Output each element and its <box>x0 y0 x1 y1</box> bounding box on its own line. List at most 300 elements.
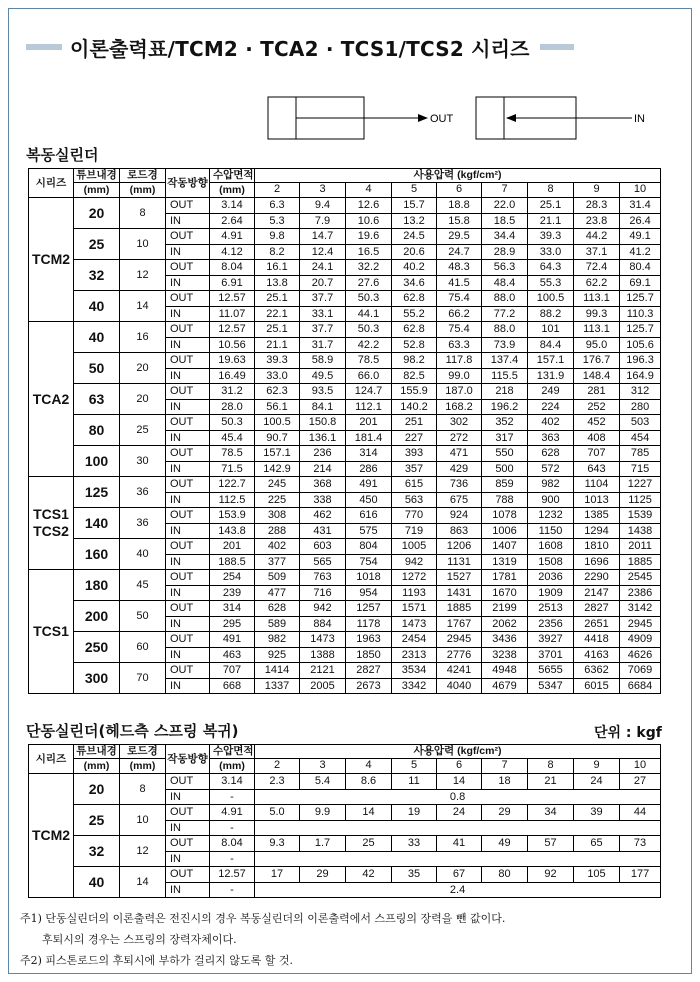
force-value: 788 <box>482 492 528 508</box>
force-value: 157.1 <box>255 446 300 462</box>
force-value: 402 <box>528 415 574 431</box>
header-direction: 작동방향 <box>166 745 210 774</box>
table-row <box>29 508 661 524</box>
force-value: 2776 <box>437 647 482 663</box>
force-value: 88.0 <box>482 291 528 307</box>
title-decoration-right <box>540 44 574 50</box>
force-value: 48.4 <box>482 275 528 291</box>
cylinder-direction-diagram <box>260 96 660 142</box>
force-value: 785 <box>620 446 661 462</box>
table-row <box>29 632 661 648</box>
force-value: 37.7 <box>300 291 346 307</box>
area-cell: 8.04 <box>210 260 255 276</box>
force-value: 1206 <box>437 539 482 555</box>
force-value: 363 <box>528 430 574 446</box>
pressure-header: 8 <box>528 759 574 774</box>
direction-out: OUT <box>166 446 210 462</box>
force-value: 34.4 <box>482 229 528 245</box>
force-value: 155.9 <box>392 384 437 400</box>
force-value: 368 <box>300 477 346 493</box>
rod-cell: 36 <box>120 477 166 508</box>
force-value: 14.7 <box>300 229 346 245</box>
force-value: 272 <box>437 430 482 446</box>
force-value: 286 <box>346 461 392 477</box>
force-value: 6684 <box>620 678 661 694</box>
header-rod-unit: (mm) <box>120 183 166 198</box>
header-pressure: 사용압력 (kgf/cm²) <box>255 745 661 759</box>
area-cell: - <box>210 789 255 805</box>
force-value: 26.4 <box>620 213 661 229</box>
force-value: 1438 <box>620 523 661 539</box>
series-cell: TCS1 TCS2 <box>29 477 74 570</box>
force-value: 1193 <box>392 585 437 601</box>
force-value: 105 <box>574 867 620 883</box>
force-value: 67 <box>437 867 482 883</box>
bore-cell: 25 <box>74 229 120 260</box>
force-value: 2651 <box>574 616 620 632</box>
force-value: 12.4 <box>300 244 346 260</box>
force-value: 4418 <box>574 632 620 648</box>
force-value: 18.5 <box>482 213 528 229</box>
force-value: 884 <box>300 616 346 632</box>
force-value: 2827 <box>574 601 620 617</box>
force-value: 589 <box>255 616 300 632</box>
force-value: 3342 <box>392 678 437 694</box>
force-value: 19 <box>392 805 437 821</box>
force-value: 1385 <box>574 508 620 524</box>
force-value: 8.6 <box>346 774 392 790</box>
force-value: 224 <box>528 399 574 415</box>
area-cell: 112.5 <box>210 492 255 508</box>
force-value: 245 <box>255 477 300 493</box>
force-value: 312 <box>620 384 661 400</box>
area-cell: 50.3 <box>210 415 255 431</box>
force-value: 352 <box>482 415 528 431</box>
force-value: 77.2 <box>482 306 528 322</box>
force-value: 1078 <box>482 508 528 524</box>
force-value: 2062 <box>482 616 528 632</box>
rod-cell: 14 <box>120 291 166 322</box>
force-value: 628 <box>255 601 300 617</box>
direction-in: IN <box>166 337 210 353</box>
rod-cell: 14 <box>120 867 166 898</box>
force-value: 56.1 <box>255 399 300 415</box>
force-value: 2945 <box>437 632 482 648</box>
force-value: 72.4 <box>574 260 620 276</box>
force-value: 88.0 <box>482 322 528 338</box>
force-value: 1431 <box>437 585 482 601</box>
force-value: 1257 <box>346 601 392 617</box>
area-cell: 11.07 <box>210 306 255 322</box>
force-value: 4163 <box>574 647 620 663</box>
area-cell: 707 <box>210 663 255 679</box>
force-value: 754 <box>346 554 392 570</box>
force-value: 101 <box>528 322 574 338</box>
force-value: 6362 <box>574 663 620 679</box>
force-value: 9.9 <box>300 805 346 821</box>
bore-cell: 200 <box>74 601 120 632</box>
force-value: 44 <box>620 805 661 821</box>
force-value: 1508 <box>528 554 574 570</box>
pressure-header: 3 <box>300 183 346 198</box>
force-value: 236 <box>300 446 346 462</box>
force-value: 40.2 <box>392 260 437 276</box>
force-value: 393 <box>392 446 437 462</box>
force-value: 64.3 <box>528 260 574 276</box>
bore-cell: 100 <box>74 446 120 477</box>
table-row <box>29 198 661 214</box>
force-value: 58.9 <box>300 353 346 369</box>
force-value: 2313 <box>392 647 437 663</box>
area-cell: 2.64 <box>210 213 255 229</box>
force-value: 99.0 <box>437 368 482 384</box>
force-value: 41 <box>437 836 482 852</box>
force-value: 1.7 <box>300 836 346 852</box>
force-value: 1407 <box>482 539 528 555</box>
direction-out: OUT <box>166 229 210 245</box>
rod-cell: 60 <box>120 632 166 663</box>
force-value: 21.1 <box>255 337 300 353</box>
area-cell: 12.57 <box>210 291 255 307</box>
force-value: 9.8 <box>255 229 300 245</box>
pressure-header: 9 <box>574 759 620 774</box>
spring-force-value <box>255 851 661 867</box>
force-value: 5.3 <box>255 213 300 229</box>
force-value: 84.4 <box>528 337 574 353</box>
bore-cell: 25 <box>74 805 120 836</box>
table-row <box>29 601 661 617</box>
direction-out: OUT <box>166 353 210 369</box>
table-row <box>29 570 661 586</box>
force-value: 2011 <box>620 539 661 555</box>
force-value: 164.9 <box>620 368 661 384</box>
table-row <box>29 836 661 852</box>
direction-in: IN <box>166 678 210 694</box>
title-row <box>26 30 606 64</box>
force-value: 80 <box>482 867 528 883</box>
pressure-header: 10 <box>620 183 661 198</box>
force-value: 32.2 <box>346 260 392 276</box>
header-pressure: 사용압력 (kgf/cm²) <box>255 169 661 183</box>
force-value: 900 <box>528 492 574 508</box>
bore-cell: 250 <box>74 632 120 663</box>
direction-out: OUT <box>166 570 210 586</box>
force-value: 402 <box>255 539 300 555</box>
bore-cell: 180 <box>74 570 120 601</box>
force-value: 100.5 <box>528 291 574 307</box>
header-bore-unit: (mm) <box>74 183 120 198</box>
bore-cell: 40 <box>74 867 120 898</box>
force-value: 249 <box>528 384 574 400</box>
force-value: 1539 <box>620 508 661 524</box>
out-label: OUT <box>430 113 454 125</box>
force-value: 20.6 <box>392 244 437 260</box>
force-value: 5.4 <box>300 774 346 790</box>
force-value: 2199 <box>482 601 528 617</box>
force-value: 112.1 <box>346 399 392 415</box>
bore-cell: 80 <box>74 415 120 446</box>
area-cell: 295 <box>210 616 255 632</box>
force-value: 80.4 <box>620 260 661 276</box>
force-value: 181.4 <box>346 430 392 446</box>
header-bore: 튜브내경 <box>74 169 120 183</box>
force-value: 1885 <box>620 554 661 570</box>
force-value: 24.7 <box>437 244 482 260</box>
force-value: 452 <box>574 415 620 431</box>
force-value: 13.8 <box>255 275 300 291</box>
bore-cell: 32 <box>74 836 120 867</box>
force-value: 62.8 <box>392 291 437 307</box>
bore-cell: 40 <box>74 291 120 322</box>
force-value: 140.2 <box>392 399 437 415</box>
force-value: 859 <box>482 477 528 493</box>
force-value: 628 <box>528 446 574 462</box>
force-value: 49.1 <box>620 229 661 245</box>
area-cell: 143.8 <box>210 523 255 539</box>
force-value: 88.2 <box>528 306 574 322</box>
area-cell: - <box>210 820 255 836</box>
direction-in: IN <box>166 820 210 836</box>
header-rod: 로드경 <box>120 745 166 759</box>
force-value: 25.1 <box>255 322 300 338</box>
direction-in: IN <box>166 585 210 601</box>
area-cell: 122.7 <box>210 477 255 493</box>
rod-cell: 16 <box>120 322 166 353</box>
force-value: 863 <box>437 523 482 539</box>
note-1-continued: 후퇴시의 경우는 스프링의 장력자체이다. <box>42 933 237 946</box>
area-cell: 491 <box>210 632 255 648</box>
force-value: 338 <box>300 492 346 508</box>
area-cell: 28.0 <box>210 399 255 415</box>
direction-out: OUT <box>166 260 210 276</box>
force-value: 92 <box>528 867 574 883</box>
force-value: 924 <box>437 508 482 524</box>
rod-cell: 10 <box>120 805 166 836</box>
force-value: 2454 <box>392 632 437 648</box>
bore-cell: 50 <box>74 353 120 384</box>
force-value: 503 <box>620 415 661 431</box>
title-decoration-left <box>26 44 62 50</box>
force-value: 27 <box>620 774 661 790</box>
direction-out: OUT <box>166 477 210 493</box>
force-value: 716 <box>300 585 346 601</box>
force-value: 431 <box>300 523 346 539</box>
force-value: 55.3 <box>528 275 574 291</box>
table-row <box>29 477 661 493</box>
force-value: 8.2 <box>255 244 300 260</box>
force-value: 22.1 <box>255 306 300 322</box>
direction-out: OUT <box>166 415 210 431</box>
force-value: 196.3 <box>620 353 661 369</box>
force-value: 15.7 <box>392 198 437 214</box>
bore-cell: 20 <box>74 774 120 805</box>
force-value: 1232 <box>528 508 574 524</box>
table-row <box>29 291 661 307</box>
force-value: 2036 <box>528 570 574 586</box>
table-row <box>29 774 661 790</box>
force-value: 35 <box>392 867 437 883</box>
header-rod: 로드경 <box>120 169 166 183</box>
force-value: 1125 <box>620 492 661 508</box>
area-cell: 254 <box>210 570 255 586</box>
force-value: 1608 <box>528 539 574 555</box>
force-value: 2386 <box>620 585 661 601</box>
direction-out: OUT <box>166 601 210 617</box>
force-value: 2.3 <box>255 774 300 790</box>
force-value: 62.8 <box>392 322 437 338</box>
force-value: 15.8 <box>437 213 482 229</box>
direction-in: IN <box>166 882 210 898</box>
force-value: 37.7 <box>300 322 346 338</box>
page-title: 이론출력표/TCM2 · TCA2 · TCS1/TCS2 시리즈 <box>70 36 530 61</box>
force-value: 281 <box>574 384 620 400</box>
force-value: 763 <box>300 570 346 586</box>
force-value: 137.4 <box>482 353 528 369</box>
force-value: 1571 <box>392 601 437 617</box>
direction-out: OUT <box>166 508 210 524</box>
rod-cell: 20 <box>120 384 166 415</box>
direction-out: OUT <box>166 663 210 679</box>
table-row <box>29 539 661 555</box>
force-value: 1696 <box>574 554 620 570</box>
force-value: 49 <box>482 836 528 852</box>
force-value: 177 <box>620 867 661 883</box>
force-value: 52.8 <box>392 337 437 353</box>
force-value: 707 <box>574 446 620 462</box>
force-value: 1005 <box>392 539 437 555</box>
force-value: 804 <box>346 539 392 555</box>
force-value: 78.5 <box>346 353 392 369</box>
bore-cell: 300 <box>74 663 120 694</box>
force-value: 110.3 <box>620 306 661 322</box>
force-value: 1388 <box>300 647 346 663</box>
pressure-header: 8 <box>528 183 574 198</box>
force-value: 7.9 <box>300 213 346 229</box>
force-value: 1006 <box>482 523 528 539</box>
bore-cell: 63 <box>74 384 120 415</box>
direction-in: IN <box>166 789 210 805</box>
force-value: 719 <box>392 523 437 539</box>
force-value: 1527 <box>437 570 482 586</box>
force-value: 1018 <box>346 570 392 586</box>
in-label: IN <box>634 113 645 125</box>
force-value: 1178 <box>346 616 392 632</box>
table-row <box>29 446 661 462</box>
force-value: 201 <box>346 415 392 431</box>
area-cell: 12.57 <box>210 867 255 883</box>
table-row <box>29 663 661 679</box>
force-value: 302 <box>437 415 482 431</box>
direction-in: IN <box>166 368 210 384</box>
area-cell: 71.5 <box>210 461 255 477</box>
force-value: 377 <box>255 554 300 570</box>
area-cell: - <box>210 882 255 898</box>
force-value: 168.2 <box>437 399 482 415</box>
force-value: 23.8 <box>574 213 620 229</box>
force-value: 136.1 <box>300 430 346 446</box>
double-acting-title: 복동실린더 <box>26 146 99 164</box>
force-value: 572 <box>528 461 574 477</box>
force-value: 11 <box>392 774 437 790</box>
force-value: 41.2 <box>620 244 661 260</box>
force-value: 29 <box>300 867 346 883</box>
table-row <box>29 415 661 431</box>
force-value: 33.0 <box>528 244 574 260</box>
force-value: 1767 <box>437 616 482 632</box>
direction-out: OUT <box>166 291 210 307</box>
pressure-header: 4 <box>346 759 392 774</box>
force-value: 75.4 <box>437 322 482 338</box>
force-value: 57 <box>528 836 574 852</box>
force-value: 44.1 <box>346 306 392 322</box>
force-value: 9.4 <box>300 198 346 214</box>
force-value: 563 <box>392 492 437 508</box>
rod-cell: 12 <box>120 836 166 867</box>
force-value: 491 <box>346 477 392 493</box>
area-cell: - <box>210 851 255 867</box>
pressure-header: 6 <box>437 183 482 198</box>
force-value: 942 <box>392 554 437 570</box>
footnotes <box>20 908 680 971</box>
force-value: 28.3 <box>574 198 620 214</box>
force-value: 14 <box>437 774 482 790</box>
note-1: 주1) 단동실린더의 이론출력은 전진시의 경우 복동실린더의 이론출력에서 스프링의 장력을 뺀 값이다. <box>20 912 506 925</box>
force-value: 125.7 <box>620 322 661 338</box>
table-row <box>29 384 661 400</box>
force-value: 28.9 <box>482 244 528 260</box>
force-value: 288 <box>255 523 300 539</box>
force-value: 41.5 <box>437 275 482 291</box>
spring-force-value: 2.4 <box>255 882 661 898</box>
series-cell: TCM2 <box>29 774 74 898</box>
force-value: 500 <box>482 461 528 477</box>
force-value: 93.5 <box>300 384 346 400</box>
force-value: 55.2 <box>392 306 437 322</box>
force-value: 575 <box>346 523 392 539</box>
header-rod-unit: (mm) <box>120 759 166 774</box>
force-value: 1810 <box>574 539 620 555</box>
force-value: 148.4 <box>574 368 620 384</box>
pressure-header: 9 <box>574 183 620 198</box>
out-cylinder-icon <box>268 97 428 139</box>
force-value: 4948 <box>482 663 528 679</box>
direction-in: IN <box>166 430 210 446</box>
direction-in: IN <box>166 461 210 477</box>
force-value: 27.6 <box>346 275 392 291</box>
bore-cell: 20 <box>74 198 120 229</box>
force-value: 5655 <box>528 663 574 679</box>
force-value: 100.5 <box>255 415 300 431</box>
force-value: 69.1 <box>620 275 661 291</box>
force-value: 50.3 <box>346 291 392 307</box>
force-value: 3142 <box>620 601 661 617</box>
force-value: 1131 <box>437 554 482 570</box>
force-value: 2121 <box>300 663 346 679</box>
force-value: 2005 <box>300 678 346 694</box>
series-cell: TCA2 <box>29 322 74 477</box>
area-cell: 19.63 <box>210 353 255 369</box>
force-value: 1909 <box>528 585 574 601</box>
force-value: 6.3 <box>255 198 300 214</box>
area-cell: 3.14 <box>210 774 255 790</box>
bore-cell: 125 <box>74 477 120 508</box>
direction-out: OUT <box>166 198 210 214</box>
rod-cell: 30 <box>120 446 166 477</box>
force-value: 25.1 <box>255 291 300 307</box>
series-cell: TCM2 <box>29 198 74 322</box>
force-value: 50.3 <box>346 322 392 338</box>
force-value: 982 <box>255 632 300 648</box>
